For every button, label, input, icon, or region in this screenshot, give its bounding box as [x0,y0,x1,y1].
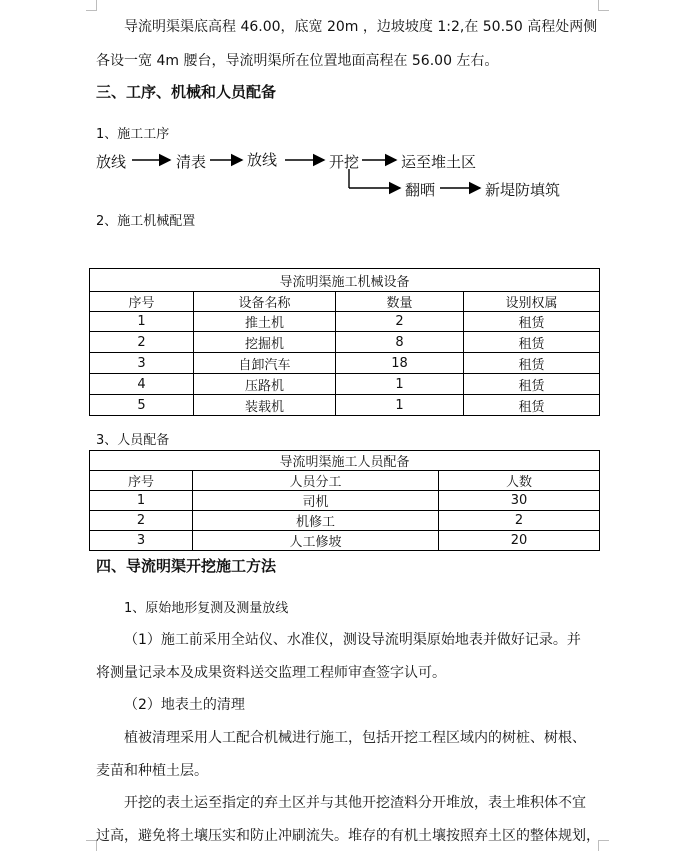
table-cell: 1 [90,491,193,511]
table-cell: 3 [90,353,194,374]
subheading-construction-sequence: 1、施工工序 [96,127,170,142]
table-cell: 18 [336,353,464,374]
table-cell: 租赁 [464,332,600,353]
table-cell: 2 [336,312,464,332]
paragraph-line: 开挖的表土运至指定的弃土区并与其他开挖渣料分开堆放，表土堆积体不宜 [124,795,586,811]
paragraph-line: （2）地表土的清理 [124,697,245,713]
flow-step-drying: 翻晒 [405,181,436,199]
table-cell: 30 [439,491,600,511]
subheading-machinery: 2、施工机械配置 [96,214,196,229]
section-heading-4: 四、导流明渠开挖施工方法 [96,557,277,575]
table-cell: 1 [90,312,194,332]
table-cell: 1 [336,374,464,395]
table-cell: 2 [439,511,600,531]
table-cell: 2 [90,511,193,531]
paragraph-line: 麦苗和种植土层。 [96,763,208,779]
table-cell: 自卸汽车 [194,353,336,374]
flow-step-survey-2: 放线 [247,151,278,169]
table-row [90,312,600,332]
table-cell: 租赁 [464,353,600,374]
table-cell: 4 [90,374,194,395]
paragraph-line: 植被清理采用人工配合机械进行施工，包括开挖工程区域内的树桩、树根、 [124,730,586,746]
header-cell: 序号 [90,471,193,491]
flow-step-excavation: 开挖 [329,153,360,171]
header-cell: 数量 [336,292,464,312]
table-cell: 装载机 [194,395,336,416]
table-cell: 2 [90,332,194,353]
subheading-staffing: 3、人员配备 [96,433,170,448]
table-cell: 5 [90,395,194,416]
table-row [90,374,600,395]
table-cell: 挖掘机 [194,332,336,353]
header-cell: 人数 [439,471,600,491]
paragraph-line: 导流明渠渠底高程 46.00，底宽 20m ，边坡坡度 1:2,在 50.50 高程处两侧 [124,19,598,35]
table-row [90,332,600,353]
paragraph-line: 将测量记录本及成果资料送交监理工程师审查签字认可。 [96,665,446,681]
machinery-table-title: 导流明渠施工机械设备 [90,269,600,292]
header-cell: 人员分工 [193,471,439,491]
paragraph-line: （1）施工前采用全站仪、水准仪，测设导流明渠原始地表并做好记录。并 [124,632,581,648]
table-row [90,395,600,416]
table-header-row [90,292,600,312]
table-cell: 压路机 [194,374,336,395]
flow-step-levee-fill: 新堤防填筑 [485,181,561,199]
table-title-row [90,269,600,292]
table-cell: 机修工 [193,511,439,531]
paragraph-line: 过高，避免将土壤压实和防止冲刷流失。堆存的有机土壤按照弃土区的整体规划， [96,828,600,844]
staffing-table-title: 导流明渠施工人员配备 [90,451,600,471]
table-cell: 司机 [193,491,439,511]
header-cell: 设备名称 [194,292,336,312]
table-cell: 租赁 [464,374,600,395]
header-cell: 序号 [90,292,194,312]
table-cell: 1 [336,395,464,416]
table-cell: 人工修坡 [193,531,439,551]
table-cell: 租赁 [464,312,600,332]
header-cell: 设别权属 [464,292,600,312]
table-cell: 8 [336,332,464,353]
table-cell: 租赁 [464,395,600,416]
table-row [90,353,600,374]
table-header-row [90,471,600,491]
flow-step-clearing: 清表 [176,153,207,171]
table-row [90,511,600,531]
flow-step-survey: 放线 [96,153,127,171]
staffing-table [89,450,600,551]
table-row [90,531,600,551]
subheading-survey: 1、原始地形复测及测量放线 [124,601,289,616]
table-cell: 推土机 [194,312,336,332]
table-cell: 3 [90,531,193,551]
flow-step-transport: 运至堆土区 [401,153,477,171]
machinery-table [89,268,600,416]
table-row [90,491,600,511]
table-title-row [90,451,600,471]
paragraph-line: 各设一宽 4m 腰台，导流明渠所在位置地面高程在 56.00 左右。 [96,53,499,69]
table-cell: 20 [439,531,600,551]
section-heading-3: 三、工序、机械和人员配备 [96,83,277,101]
